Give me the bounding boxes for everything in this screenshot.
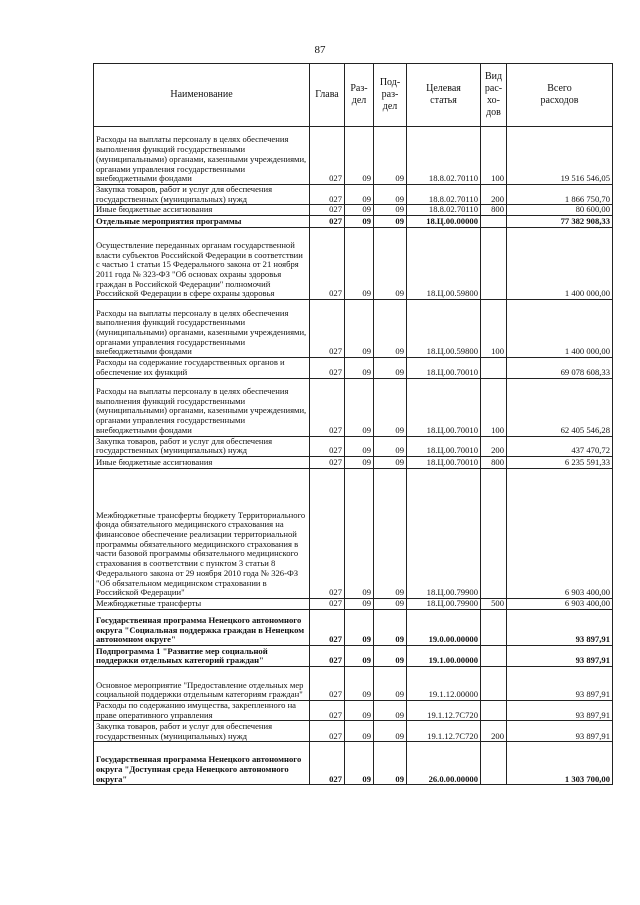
- row-target: 26.0.00.00000: [407, 742, 481, 785]
- row-subsection: 09: [374, 721, 407, 742]
- row-type: 200: [481, 721, 507, 742]
- row-total: 1 303 700,00: [507, 742, 613, 785]
- row-name: Расходы по содержанию имущества, закрепленного на праве оперативного управления: [94, 700, 310, 720]
- row-total: 93 897,91: [507, 666, 613, 700]
- row-subsection: 09: [374, 645, 407, 666]
- row-target: 18.Ц.00.00000: [407, 216, 481, 228]
- table-row: [94, 645, 613, 666]
- row-total: 80 600,00: [507, 205, 613, 216]
- row-section: 09: [345, 300, 374, 358]
- row-subsection: 09: [374, 127, 407, 185]
- row-section: 09: [345, 700, 374, 720]
- row-total: 1 400 000,00: [507, 300, 613, 358]
- row-target: 19.1.12.7С720: [407, 700, 481, 720]
- header-type: Вид рас- хо- дов: [481, 64, 507, 127]
- row-chapter: 027: [310, 609, 345, 645]
- row-subsection: 09: [374, 185, 407, 205]
- row-target: 19.1.12.00000: [407, 666, 481, 700]
- row-target: 19.0.00.00000: [407, 609, 481, 645]
- row-total: 93 897,91: [507, 700, 613, 720]
- row-section: 09: [345, 666, 374, 700]
- row-name: Основное мероприятие "Предоставление отдельных мер социальной поддержки отдельным категориям граждан": [94, 666, 310, 700]
- row-section: 09: [345, 609, 374, 645]
- row-target: 18.Ц.00.79900: [407, 468, 481, 598]
- row-total: 6 903 400,00: [507, 468, 613, 598]
- header-subsection: Под- раз- дел: [374, 64, 407, 127]
- row-name: Иные бюджетные ассигнования: [94, 205, 310, 216]
- row-type: [481, 700, 507, 720]
- row-name: Расходы на выплаты персоналу в целях обеспечения выполнения функций государственными (муниципальными) органами, казенными учреждениями, органами управления государственными внебюджетными фондами: [94, 378, 310, 436]
- row-name: Закупка товаров, работ и услуг для обеспечения государственных (муниципальных) нужд: [94, 721, 310, 742]
- row-type: 500: [481, 598, 507, 609]
- row-name: Иные бюджетные ассигнования: [94, 456, 310, 468]
- row-name: Отдельные мероприятия программы: [94, 216, 310, 228]
- row-total: 6 235 591,33: [507, 456, 613, 468]
- row-chapter: 027: [310, 358, 345, 378]
- row-type: [481, 228, 507, 300]
- row-subsection: 09: [374, 742, 407, 785]
- row-type: 800: [481, 456, 507, 468]
- row-target: 18.Ц.00.70010: [407, 456, 481, 468]
- row-name: Межбюджетные трансферты бюджету Территориального фонда обязательного медицинского страхования на финансовое обеспечение реализации территориальной программы обязательного медицинского страхования в части базовой программы обязательного медицинского страхования в соответствии с пунктом 3 статьи 8 Федерального закона от 29 ноября 2010 года № 326-ФЗ "Об обязательном медицинском страховании в Российской Федерации": [94, 468, 310, 598]
- row-total: 62 405 546,28: [507, 378, 613, 436]
- row-chapter: 027: [310, 742, 345, 785]
- row-target: 18.Ц.00.59800: [407, 300, 481, 358]
- row-target: 19.1.12.7С720: [407, 721, 481, 742]
- row-chapter: 027: [310, 645, 345, 666]
- row-section: 09: [345, 216, 374, 228]
- row-total: 93 897,91: [507, 645, 613, 666]
- row-section: 09: [345, 742, 374, 785]
- table-row: [94, 205, 613, 216]
- row-type: [481, 468, 507, 598]
- row-total: 1 866 750,70: [507, 185, 613, 205]
- row-chapter: 027: [310, 205, 345, 216]
- row-total: 6 903 400,00: [507, 598, 613, 609]
- row-type: 100: [481, 300, 507, 358]
- row-type: [481, 645, 507, 666]
- row-total: 1 400 000,00: [507, 228, 613, 300]
- row-type: 800: [481, 205, 507, 216]
- table-row: [94, 378, 613, 436]
- row-total: 77 382 908,33: [507, 216, 613, 228]
- row-section: 09: [345, 127, 374, 185]
- row-target: 18.8.02.70110: [407, 127, 481, 185]
- row-subsection: 09: [374, 205, 407, 216]
- row-chapter: 027: [310, 721, 345, 742]
- row-chapter: 027: [310, 456, 345, 468]
- page-number: 87: [314, 44, 326, 56]
- row-chapter: 027: [310, 127, 345, 185]
- row-type: 100: [481, 127, 507, 185]
- row-section: 09: [345, 468, 374, 598]
- row-type: [481, 742, 507, 785]
- row-subsection: 09: [374, 216, 407, 228]
- row-section: 09: [345, 436, 374, 456]
- row-name: Закупка товаров, работ и услуг для обеспечения государственных (муниципальных) нужд: [94, 185, 310, 205]
- row-subsection: 09: [374, 468, 407, 598]
- table-row: [94, 228, 613, 300]
- row-type: [481, 666, 507, 700]
- row-section: 09: [345, 358, 374, 378]
- row-subsection: 09: [374, 609, 407, 645]
- row-name: Закупка товаров, работ и услуг для обеспечения государственных (муниципальных) нужд: [94, 436, 310, 456]
- row-chapter: 027: [310, 436, 345, 456]
- row-name: Межбюджетные трансферты: [94, 598, 310, 609]
- table-row: [94, 456, 613, 468]
- table-row: [94, 468, 613, 598]
- table-row: [94, 666, 613, 700]
- row-subsection: 09: [374, 228, 407, 300]
- table-row: [94, 721, 613, 742]
- row-total: 19 516 546,05: [507, 127, 613, 185]
- row-target: 18.Ц.00.79900: [407, 598, 481, 609]
- row-chapter: 027: [310, 598, 345, 609]
- row-section: 09: [345, 378, 374, 436]
- table-row: [94, 300, 613, 358]
- row-chapter: 027: [310, 216, 345, 228]
- budget-table: [93, 63, 613, 785]
- row-target: 18.Ц.00.59800: [407, 228, 481, 300]
- row-name: Подпрограмма 1 "Развитие мер социальной поддержки отдельных категорий граждан": [94, 645, 310, 666]
- row-name: Государственная программа Ненецкого автономного округа "Социальная поддержка граждан в Ненецком автономном округе": [94, 609, 310, 645]
- row-chapter: 027: [310, 700, 345, 720]
- row-chapter: 027: [310, 378, 345, 436]
- row-type: 100: [481, 378, 507, 436]
- row-section: 09: [345, 598, 374, 609]
- header-section: Раз- дел: [345, 64, 374, 127]
- row-subsection: 09: [374, 300, 407, 358]
- row-name: Государственная программа Ненецкого автономного округа "Доступная среда Ненецкого автономного округа": [94, 742, 310, 785]
- row-name: Расходы на содержание государственных органов и обеспечение их функций: [94, 358, 310, 378]
- table-row: [94, 358, 613, 378]
- row-subsection: 09: [374, 666, 407, 700]
- row-name: Расходы на выплаты персоналу в целях обеспечения выполнения функций государственными (муниципальными) органами, казенными учреждениями, органами управления государственными внебюджетными фондами: [94, 127, 310, 185]
- row-subsection: 09: [374, 358, 407, 378]
- row-target: 18.Ц.00.70010: [407, 358, 481, 378]
- row-subsection: 09: [374, 700, 407, 720]
- row-subsection: 09: [374, 456, 407, 468]
- header-name: Наименование: [94, 64, 310, 127]
- row-type: [481, 216, 507, 228]
- row-section: 09: [345, 456, 374, 468]
- header-target: Целевая статья: [407, 64, 481, 127]
- row-total: 93 897,91: [507, 721, 613, 742]
- row-total: 437 470,72: [507, 436, 613, 456]
- table-row: [94, 185, 613, 205]
- table-row: [94, 742, 613, 785]
- row-subsection: 09: [374, 378, 407, 436]
- row-target: 18.8.02.70110: [407, 205, 481, 216]
- row-section: 09: [345, 721, 374, 742]
- row-name: Осуществление переданных органам государственной власти субъектов Российской Федерации в соответствии с частью 1 статьи 15 Федерального закона от 21 ноября 2011 года № 323-ФЗ "Об основах охраны здоровья граждан в Российской Федерации" полномочий Российской Федерации в сфере охраны здоровья: [94, 228, 310, 300]
- row-chapter: 027: [310, 468, 345, 598]
- row-chapter: 027: [310, 666, 345, 700]
- table-row: [94, 216, 613, 228]
- row-chapter: 027: [310, 300, 345, 358]
- row-chapter: 027: [310, 228, 345, 300]
- row-total: 69 078 608,33: [507, 358, 613, 378]
- row-type: [481, 358, 507, 378]
- row-subsection: 09: [374, 436, 407, 456]
- table-row: [94, 609, 613, 645]
- row-target: 18.Ц.00.70010: [407, 378, 481, 436]
- row-name: Расходы на выплаты персоналу в целях обеспечения выполнения функций государственными (муниципальными) органами, казенными учреждениями, органами управления государственными внебюджетными фондами: [94, 300, 310, 358]
- row-chapter: 027: [310, 185, 345, 205]
- row-type: 200: [481, 185, 507, 205]
- row-subsection: 09: [374, 598, 407, 609]
- row-target: 18.Ц.00.70010: [407, 436, 481, 456]
- row-section: 09: [345, 205, 374, 216]
- table-header-row: [94, 64, 613, 127]
- row-section: 09: [345, 185, 374, 205]
- row-total: 93 897,91: [507, 609, 613, 645]
- header-chapter: Глава: [310, 64, 345, 127]
- row-type: 200: [481, 436, 507, 456]
- table-row: [94, 700, 613, 720]
- table-row: [94, 127, 613, 185]
- row-target: 19.1.00.00000: [407, 645, 481, 666]
- row-section: 09: [345, 228, 374, 300]
- table-row: [94, 436, 613, 456]
- row-type: [481, 609, 507, 645]
- table-row: [94, 598, 613, 609]
- row-section: 09: [345, 645, 374, 666]
- header-total: Всего расходов: [507, 64, 613, 127]
- row-target: 18.8.02.70110: [407, 185, 481, 205]
